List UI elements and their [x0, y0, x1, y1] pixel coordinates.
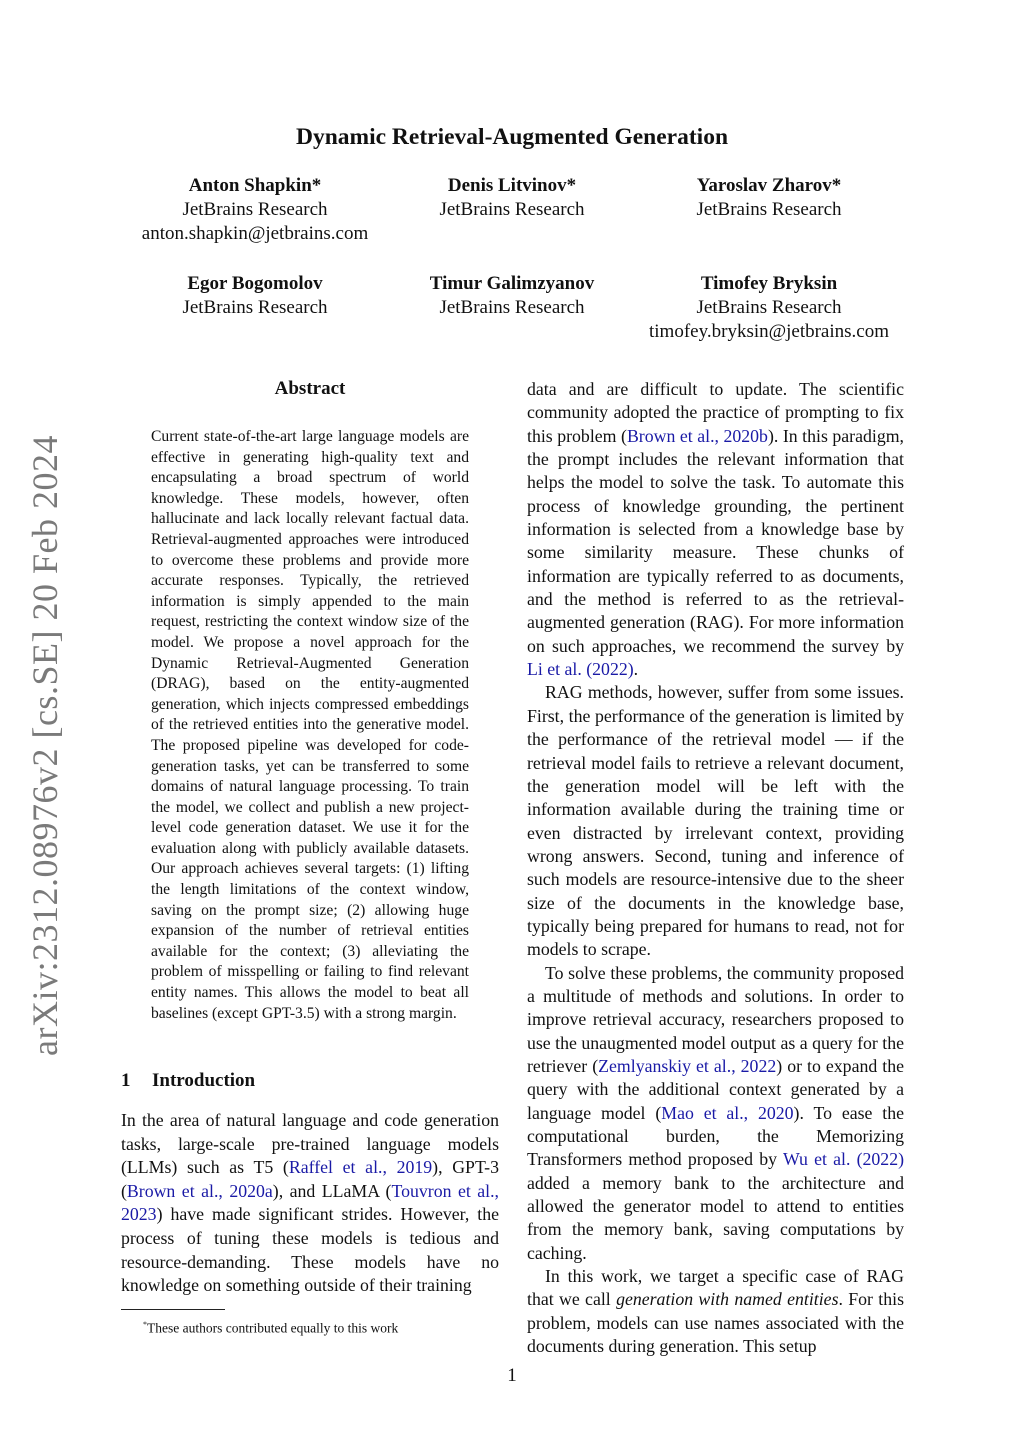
author-block — [609, 272, 929, 344]
citation-link[interactable]: Li et al. (2022) — [527, 659, 634, 680]
paragraph: In this work, we target a specific case of RAG that we call generation with named entities. For this problem, models can use names associated with the documents during generation. This setup — [527, 1266, 905, 1357]
footnote-mark: * — [143, 1320, 147, 1329]
paragraph: RAG methods, however, suffer from some issues. First, the performance of the generation is limited by the performance of the retrieval model — if the retrieval model fails to retrieve a relevant document, the generation model will be left with the information available during the training time or even distracted by irrelevant context, providing wrong answers. Second, tuning and inference of such models are resource-intensive due to the sheer size of the documents in the knowledge base, typically being prepared for humans to read, not for models to scrape. — [527, 682, 904, 960]
footnote-text: These authors contributed equally to this work — [147, 1320, 399, 1336]
author-name: Yaroslav Zharov* — [696, 175, 842, 196]
author-affiliation: JetBrains Research — [696, 297, 842, 318]
author-affiliation: JetBrains Research — [182, 297, 328, 318]
paper-title: Dynamic Retrieval-Augmented Generation — [295, 124, 729, 150]
author-name: Egor Bogomolov — [187, 273, 323, 294]
paragraph: data and are difficult to update. The scientific community adopted the practice of prompting to fix this problem (Brown et al., 2020b). In this paradigm, the prompt includes the relevant information that helps the model to solve the task. To automate this process of knowledge grounding, the pertinent information is selected from a knowledge base by some similarity measure. These chunks of information are typically referred to as documents, and the method is referred to as the retrieval-augmented generation (RAG). For more information on such approaches, we recommend the survey by Li et al. (2022). — [527, 379, 904, 680]
citation-link[interactable]: Touvron et al., 2023 — [121, 1180, 499, 1225]
author-name: Timur Galimzyanov — [429, 273, 595, 294]
author-name: Timofey Bryksin — [700, 273, 838, 294]
footnote-rule — [121, 1309, 225, 1310]
page-number: 1 — [507, 1365, 517, 1386]
intro-paragraph: In the area of natural language and code generation tasks, large-scale pre-trained language models (LLMs) such as T5 (Raffel et al., 2019), GPT-3 (Brown et al., 2020a), and LLaMA (Touvron et al., 2023) have made significant strides. However, the process of tuning these models is tedious and resource-demanding. These models have no knowledge on something outside of their training — [121, 1110, 499, 1296]
citation-link[interactable]: Brown et al., 2020a — [126, 1180, 273, 1201]
paragraph: To solve these problems, the community proposed a multitude of methods and solutions. In order to improve retrieval accuracy, researchers proposed to use the unaugmented model output as a query for the retriever (Zemlyanskiy et al., 2022) or to expand the query with the additional context generated by a language model (Mao et al., 2020). To ease the computational burden, the Memorizing Transformers method proposed by Wu et al. (2022) added a memory bank to the architecture and allowed the generator model to attend to entities from the memory bank, saving computations by caching. — [527, 962, 905, 1263]
author-email: timofey.bryksin@jetbrains.com — [649, 321, 889, 342]
citation-link[interactable]: Brown et al., 2020b — [626, 425, 768, 446]
author-affiliation: JetBrains Research — [439, 199, 585, 220]
footnote — [143, 1317, 398, 1337]
arxiv-identifier: arXiv:2312.08976v2 [cs.SE] 20 Feb 2024 — [25, 435, 65, 1056]
author-name: Anton Shapkin* — [188, 175, 322, 196]
author-block — [609, 174, 929, 222]
author-affiliation: JetBrains Research — [439, 297, 585, 318]
right-column — [527, 378, 904, 1358]
citation-link[interactable]: Zemlyanskiy et al., 2022 — [598, 1055, 777, 1076]
abstract-text: Current state-of-the-art large language models are effective in generating high-quality text and encapsulating a broad spectrum of world knowledge. These models, however, often hallucinate and lack locally relevant factual data. Retrieval-augmented approaches were introduced to overcome these problems and provide more accurate responses. Typically, the retrieved information is simply appended to the main request, restricting the context window size of the model. We propose a novel approach for the Dynamic Retrieval-Augmented Generation (DRAG), based on the entity-augmented generation, which injects compressed embeddings of the retrieved entities into the generative model. The proposed pipeline was developed for code-generation tasks, yet can be transferred to some domains of natural language processing. To train the model, we collect and publish a new project-level code generation dataset. We use it for the evaluation along with publicly available datasets. Our approach achieves several targets: (1) lifting the length limitations of the context window, saving on the prompt size; (2) allowing huge expansion of the number of retrieval entities available for the context; (3) alleviating the problem of misspelling or failing to find relevant entity names. This allows the model to beat all baselines (except GPT-3.5) with a strong margin. — [151, 428, 469, 1022]
citation-link[interactable]: Mao et al., 2020 — [661, 1102, 794, 1123]
author-name: Denis Litvinov* — [447, 175, 577, 196]
section-title: Introduction — [152, 1070, 256, 1091]
citation-link[interactable]: Raffel et al., 2019 — [288, 1157, 433, 1178]
author-email: anton.shapkin@jetbrains.com — [141, 223, 369, 244]
author-affiliation: JetBrains Research — [696, 199, 842, 220]
author-affiliation: JetBrains Research — [182, 199, 328, 220]
abstract-heading: Abstract — [274, 378, 346, 399]
section-heading — [121, 1070, 255, 1092]
citation-link[interactable]: Wu et al. (2022) — [782, 1149, 905, 1170]
section-number: 1 — [121, 1070, 131, 1091]
